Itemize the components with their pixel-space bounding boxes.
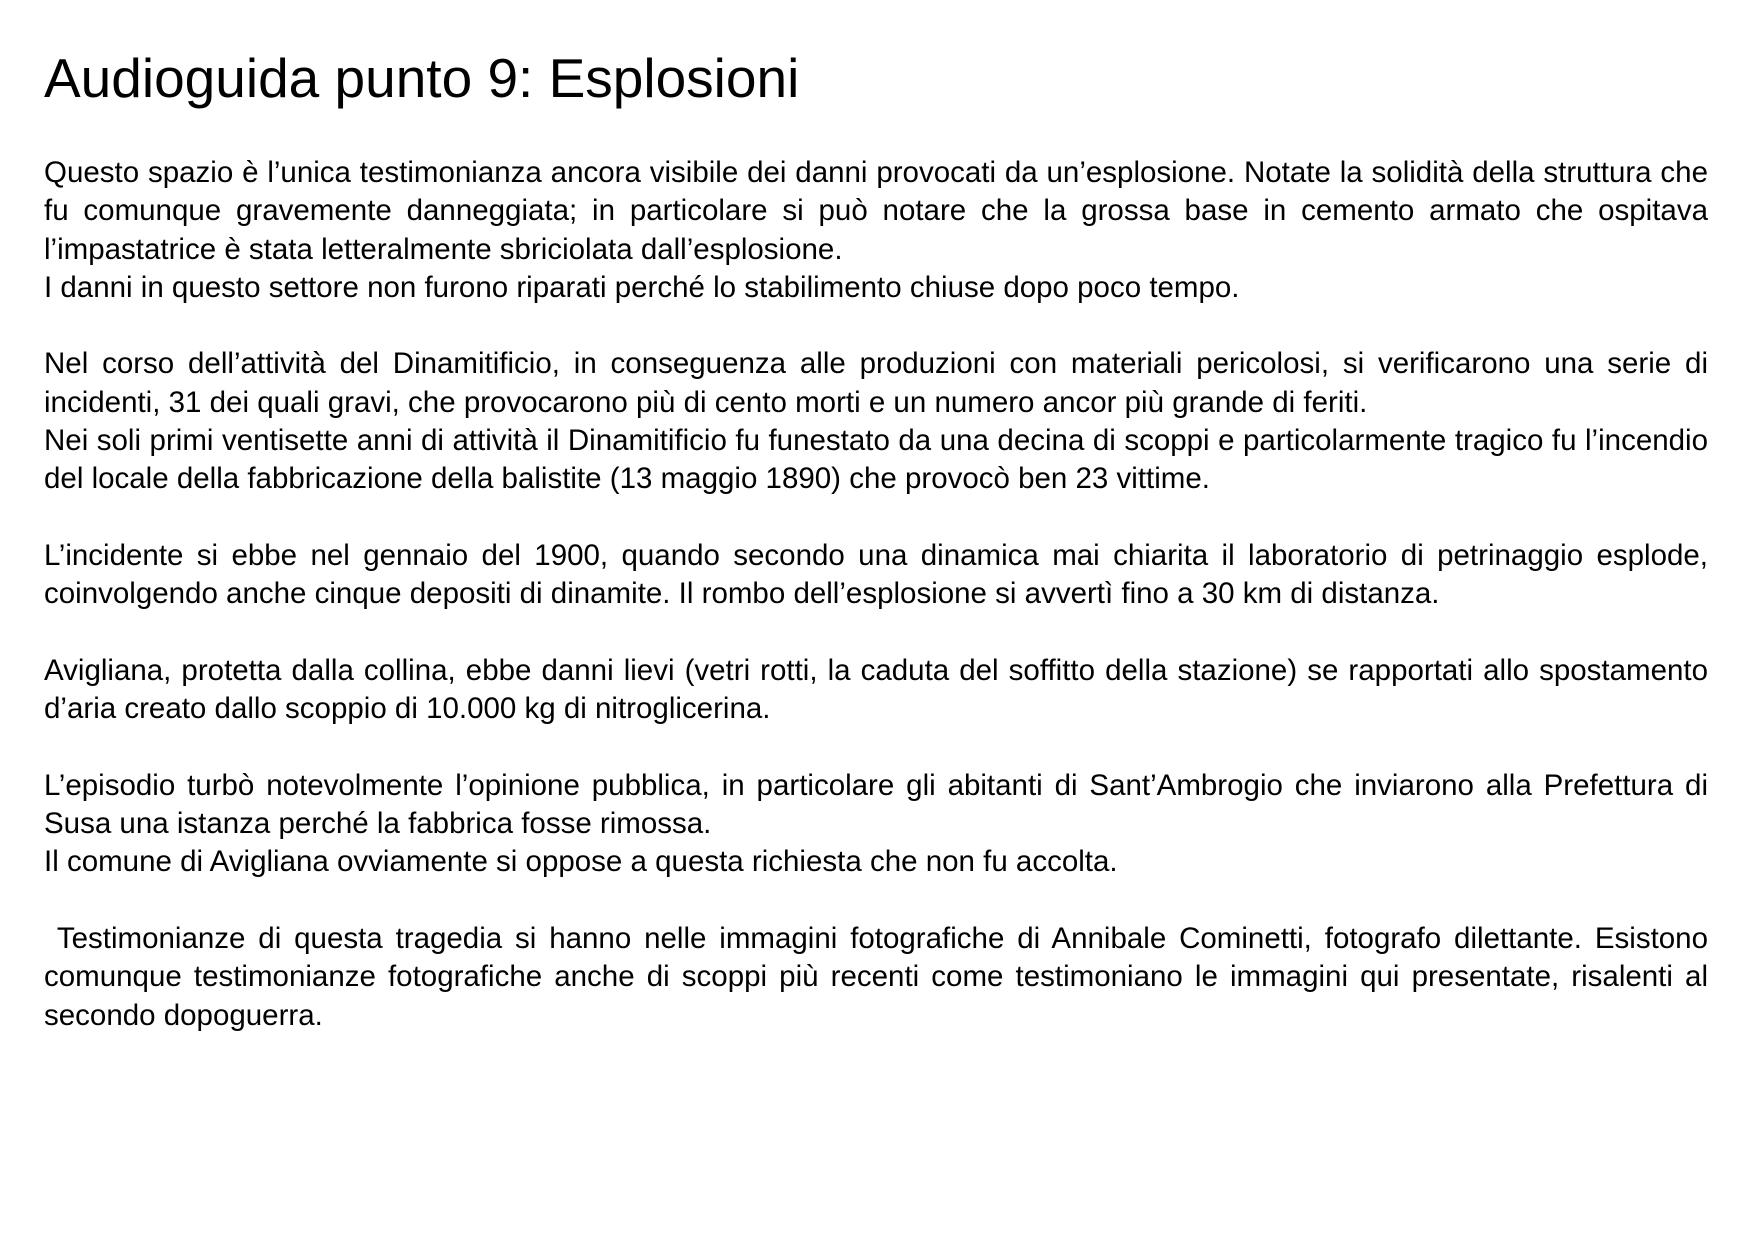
section-photographs [44, 920, 1717, 1035]
section-1900-incident [44, 537, 1708, 614]
paragraph: Avigliana, protetta dalla collina, ebbe danni lievi (vetri rotti, la caduta del soffitto della stazione) se rapportati allo spostamento d’aria creato dallo scoppio di 10.000 kg di nitroglicerina. [44, 653, 1708, 726]
section-public-opinion [44, 767, 1708, 882]
paragraph: Nel corso dell’attività del Dinamitificio, in conseguenza alle produzioni con materiali pericolosi, si verificarono una serie di incidenti, 31 dei quali gravi, che provocarono più di cento morti e un numero ancor più grande di feriti. [44, 347, 1708, 419]
paragraph: L’episodio turbò notevolmente l’opinione pubblica, in particolare gli abitanti di Sant’Ambrogio che inviarono alla Prefettura di Susa una istanza perché la fabbrica fosse rimossa. [44, 768, 1708, 841]
section-spacer [44, 499, 1708, 537]
section-avigliana [44, 652, 1708, 729]
section-spacer [44, 882, 1708, 920]
paragraph: Nei soli primi ventisette anni di attività il Dinamitificio fu funestato da una decina di scoppi e particolarmente tragico fu l’incendio del locale della fabbricazione della balistite (13 maggio 1890) che provocò ben 23 vittime. [44, 424, 1708, 496]
section-spacer [44, 728, 1708, 766]
document-body [44, 154, 1717, 1035]
document-page [44, 40, 1717, 1035]
section-spacer [44, 307, 1708, 345]
section-intro [44, 154, 1708, 307]
paragraph: I danni in questo settore non furono riparati perché lo stabilimento chiuse dopo poco tempo. [44, 270, 1240, 304]
paragraph: Il comune di Avigliana ovviamente si oppose a questa richiesta che non fu accolta. [44, 845, 1118, 879]
section-spacer [44, 614, 1708, 652]
section-incidents [44, 345, 1708, 498]
paragraph: Questo spazio è l’unica testimonianza ancora visibile dei danni provocati da un’esplosione. Notate la solidità della struttura che fu comunque gravemente danneggiata; in particolare si può notare che la grossa base in cemento armato che ospitava l’impastatrice è stata letteralmente sbriciolata dall’esplosione. [44, 156, 1708, 266]
page-title: Audioguida punto 9: Esplosioni [44, 47, 800, 109]
paragraph: Testimonianze di questa tragedia si hanno nelle immagini fotografiche di Annibale Cominetti, fotografo dilettante. Esistono comunque testimonianze fotografiche anche di scoppi più recenti come testimoniano le immagini qui presentate, risalenti al secondo dopoguerra. [44, 921, 1717, 1032]
paragraph: L’incidente si ebbe nel gennaio del 1900, quando secondo una dinamica mai chiarita il laboratorio di petrinaggio esplode, coinvolgendo anche cinque depositi di dinamite. Il rombo dell’esplosione si avvertì fino a 30 km di distanza. [44, 538, 1708, 611]
